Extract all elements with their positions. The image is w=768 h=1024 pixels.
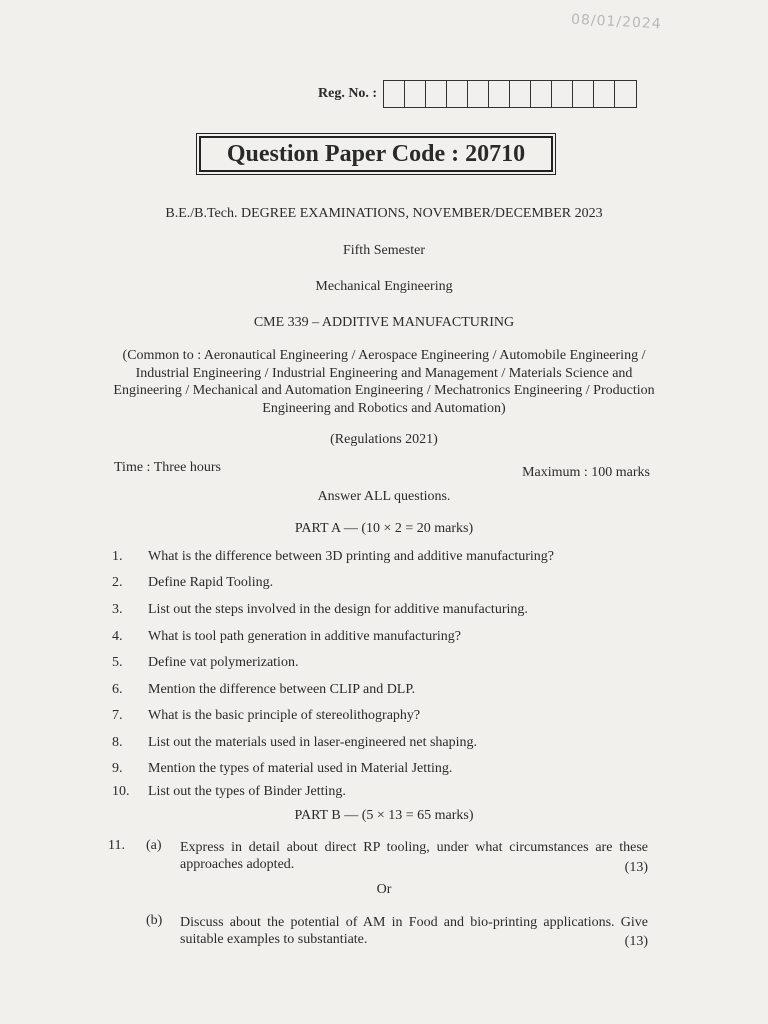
- reg-number-boxes: [383, 80, 637, 108]
- question-text: What is the difference between 3D printing and additive manufacturing?: [148, 549, 554, 564]
- regulations: (Regulations 2021): [330, 432, 438, 447]
- question-item: [112, 629, 461, 645]
- question-marks: (13): [624, 860, 648, 875]
- exam-title: B.E./B.Tech. DEGREE EXAMINATIONS, NOVEMBER/DECEMBER 2023: [165, 206, 603, 221]
- question-text: What is the basic principle of stereolithography?: [148, 708, 421, 723]
- department: Mechanical Engineering: [315, 279, 453, 294]
- common-to-note: (Common to : Aeronautical Engineering / Aerospace Engineering / Automobile Engineering / Industrial Engineering / Industrial Engineering and Management / Materials Science and Engineering / Mechanical and Automation Engineering / Mechatronics Engineering / Production Engineering and Robotics and Automation): [113, 348, 655, 416]
- question-item: [112, 575, 273, 591]
- reg-box: [552, 81, 573, 107]
- question-text: What is tool path generation in additive manufacturing?: [148, 629, 461, 644]
- reg-box: [573, 81, 594, 107]
- question-number: 7.: [112, 708, 123, 723]
- question-paper-code-box: [196, 133, 556, 175]
- part-a-title: PART A — (10 × 2 = 20 marks): [294, 521, 474, 536]
- question-number: 4.: [112, 629, 123, 644]
- question-item: [112, 549, 554, 565]
- handwritten-date: 08/01/2024: [570, 11, 663, 33]
- question-number: 9.: [112, 761, 123, 776]
- question-text: Mention the difference between CLIP and DLP.: [148, 682, 416, 697]
- reg-label: Reg. No. :: [318, 86, 378, 101]
- part-b-title: PART B — (5 × 13 = 65 marks): [294, 808, 474, 823]
- question-item: [112, 602, 528, 618]
- question-number: 8.: [112, 735, 123, 750]
- question-item: [112, 761, 452, 777]
- question-number: 6.: [112, 682, 123, 697]
- question-marks: (13): [624, 934, 648, 949]
- question-text: List out the steps involved in the design for additive manufacturing.: [148, 602, 528, 617]
- question-text: List out the materials used in laser-engineered net shaping.: [148, 735, 478, 750]
- question-number: 3.: [112, 602, 123, 617]
- question-text: Define vat polymerization.: [148, 655, 299, 670]
- course-title: CME 339 – ADDITIVE MANUFACTURING: [253, 315, 515, 330]
- question-number: 2.: [112, 575, 123, 590]
- sub-question-label: (a): [146, 838, 162, 853]
- reg-box: [384, 81, 405, 107]
- reg-box: [468, 81, 489, 107]
- sub-question-label: (b): [146, 913, 163, 928]
- question-text: Define Rapid Tooling.: [148, 575, 274, 590]
- reg-box: [447, 81, 468, 107]
- question-text: List out the types of Binder Jetting.: [148, 784, 346, 799]
- question-number: 11.: [108, 838, 125, 853]
- registration-number: [318, 80, 637, 108]
- reg-box: [531, 81, 552, 107]
- question-item: [112, 708, 420, 724]
- question-item: [112, 655, 298, 671]
- question-paper-code: Question Paper Code : 20710: [199, 136, 553, 172]
- reg-box: [426, 81, 447, 107]
- question-number: 5.: [112, 655, 123, 670]
- reg-box: [615, 81, 636, 107]
- question-item: [112, 682, 415, 698]
- question-text: Mention the types of material used in Material Jetting.: [148, 761, 453, 776]
- maximum-marks: Maximum : 100 marks: [522, 465, 650, 480]
- reg-box: [489, 81, 510, 107]
- question-number: 10.: [112, 784, 130, 799]
- reg-box: [510, 81, 531, 107]
- or-separator: Or: [376, 882, 392, 897]
- question-item: [112, 735, 477, 751]
- reg-box: [405, 81, 426, 107]
- reg-box: [594, 81, 615, 107]
- instruction: Answer ALL questions.: [317, 489, 451, 504]
- semester: Fifth Semester: [342, 243, 426, 258]
- question-text: Express in detail about direct RP tooling, under what circumstances are these approaches adopted.: [180, 840, 648, 872]
- question-item: [112, 784, 346, 800]
- exam-duration: Time : Three hours: [114, 460, 221, 475]
- question-text: Discuss about the potential of AM in Food and bio-printing applications. Give suitable examples to substantiate.: [180, 915, 648, 947]
- question-number: 1.: [112, 549, 123, 564]
